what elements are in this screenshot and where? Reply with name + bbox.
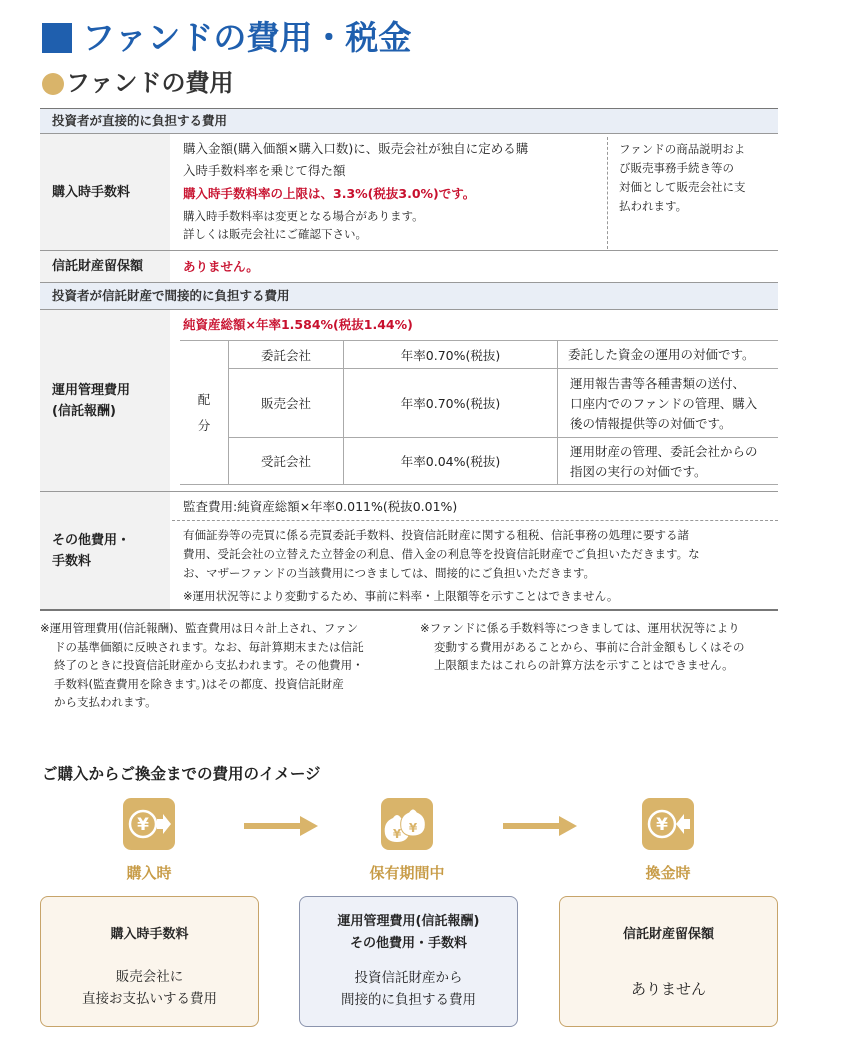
management-fee-label-2: (信託報酬) [52, 403, 116, 419]
footnote-left-3: 終了のときに投資信託財産から支払われます。その他費用・ [54, 658, 364, 672]
allocation-rate-1: 年率0.70%(税抜) [343, 340, 558, 369]
other-fees-label-1: その他費用・ [52, 532, 131, 548]
flow-arrow-2-icon [503, 816, 577, 836]
other-fees-note: ※運用状況等により変動するため、事前に料率・上限額等を示すことはできません。 [183, 589, 619, 603]
allocation-desc-2 [557, 368, 778, 438]
allocation-desc-3-line2: 指図の実行の対価です。 [570, 464, 707, 479]
purchase-cost-card [40, 896, 259, 1027]
svg-text:¥: ¥ [408, 821, 418, 835]
title-square-icon [42, 23, 72, 53]
indirect-costs-header: 投資者が信託財産で間接的に負担する費用 [40, 283, 778, 309]
footnote-right-2: 変動する費用があることから、事前に合計金額もしくはその [434, 639, 745, 654]
purchase-fee-note1: 購入時手数料率は変更となる場合があります。 [183, 209, 424, 223]
footnote-right-1: ※ファンドに係る手数料等につきましては、運用状況等により [420, 621, 740, 635]
svg-text:¥: ¥ [656, 815, 668, 835]
purchase-fee-label: 購入時手数料 [40, 134, 170, 250]
other-fees-label-2: 手数料 [52, 553, 92, 569]
retention-label: 信託財産留保額 [40, 251, 170, 282]
purchase-fee-upper-limit: 購入時手数料率の上限は、3.3%(税抜3.0%)です。 [183, 186, 476, 201]
purchase-fee-side-3: 対価として販売会社に支 [619, 180, 746, 194]
retention-value: ありません。 [183, 259, 259, 274]
holding-card-title-1: 運用管理費用(信託報酬) [337, 914, 480, 929]
dashed-divider [607, 137, 608, 249]
allocation-desc-1: 委託した資金の運用の対価です。 [557, 340, 778, 369]
direct-costs-header: 投資者が直接的に負担する費用 [40, 109, 778, 133]
retention-row [40, 251, 778, 282]
allocation-rate-2: 年率0.70%(税抜) [343, 368, 558, 438]
footnote-right-3: 上限額またはこれらの計算方法を示すことはできません。 [434, 658, 734, 672]
stage-redemption-label: 換金時 [645, 864, 691, 882]
footnote-right [420, 619, 780, 675]
allocation-desc-3-line1: 運用財産の管理、委託会社からの [570, 444, 758, 459]
flow-arrow-1-icon [244, 816, 318, 836]
other-fees-label [40, 492, 170, 609]
allocation-desc-2-line2: 口座内でのファンドの管理、購入 [570, 396, 758, 411]
footnote-left-5: から支払われます。 [54, 695, 157, 709]
management-fee-label [40, 310, 170, 491]
money-bags-icon [381, 798, 433, 850]
allocation-desc-2-line3: 後の情報提供等の対価です。 [570, 416, 732, 431]
allocation-label-1: 配 [197, 391, 211, 407]
svg-text:¥: ¥ [137, 815, 149, 835]
allocation-rate-3: 年率0.04%(税抜) [343, 437, 558, 485]
holding-card-title-2: その他費用・手数料 [349, 936, 467, 951]
footnote-left-4: 手数料(監査費用を除きます。)はその都度、投資信託財産 [54, 676, 344, 691]
holding-card-text-1: 投資信託財産から [354, 970, 463, 986]
allocation-party-1: 委託会社 [228, 340, 344, 369]
stage-purchase-label: 購入時 [126, 864, 172, 882]
footnote-left-1: ※運用管理費用(信託報酬)、監査費用は日々計上され、ファン [40, 621, 359, 635]
holding-cost-card [299, 896, 518, 1027]
page-title: ファンドの費用・税金 [82, 18, 412, 57]
purchase-fee-side-4: 払われます。 [619, 199, 688, 213]
redemption-card-text: ありません [630, 980, 706, 998]
purchase-fee-text-line1: 購入金額(購入価額×購入口数)に、販売会社が独自に定める購 [183, 141, 529, 156]
holding-card-text-2: 間接的に負担する費用 [341, 992, 476, 1008]
purchase-fee-note2: 詳しくは販売会社にご確認下さい。 [183, 227, 367, 241]
purchase-fee-side-2: び販売事務手続き等の [619, 161, 734, 175]
purchase-card-title: 購入時手数料 [110, 927, 189, 942]
footnote-left [40, 619, 410, 712]
management-fee-rate: 純資産総額×年率1.584%(税抜1.44%) [183, 317, 413, 332]
other-fees-line3: お、マザーファンドの当該費用につきましては、間接的にご負担いただきます。 [183, 566, 596, 580]
other-fees-line1: 有価証券等の売買に係る売買委託手数料、投資信託財産に関する租税、信託事務の処理に要する諸 [183, 528, 689, 542]
allocation-label-2: 分 [197, 417, 211, 433]
yen-arrow-in-icon [123, 798, 175, 850]
dashed-divider [172, 520, 778, 521]
redemption-card-title: 信託財産留保額 [622, 927, 714, 942]
allocation-label [180, 340, 228, 485]
purchase-card-text-1: 販売会社に [115, 969, 184, 985]
svg-text:¥: ¥ [392, 827, 402, 841]
purchase-fee-side-1: ファンドの商品説明およ [619, 142, 746, 156]
allocation-party-2: 販売会社 [228, 368, 344, 438]
bullet-circle-icon [42, 73, 64, 95]
table-bottom-border [40, 609, 778, 611]
footnote-left-2: ドの基準価額に反映されます。なお、毎計算期末または信託 [54, 639, 364, 654]
stage-holding-label: 保有期間中 [369, 864, 445, 882]
audit-fee: 監査費用:純資産総額×年率0.011%(税抜0.01%) [183, 499, 458, 514]
allocation-desc-3 [557, 437, 778, 485]
flow-title: ご購入からご換金までの費用のイメージ [42, 765, 321, 783]
purchase-fee-text-line2: 入時手数料率を乗じて得た額 [183, 163, 346, 178]
purchase-card-text-2: 直接お支払いする費用 [82, 991, 217, 1007]
section-title: ファンドの費用 [66, 69, 234, 97]
allocation-party-3: 受託会社 [228, 437, 344, 485]
yen-arrow-out-icon [642, 798, 694, 850]
management-fee-label-1: 運用管理費用 [52, 382, 131, 398]
allocation-desc-2-line1: 運用報告書等各種書類の送付、 [570, 376, 746, 391]
redemption-cost-card [559, 896, 778, 1027]
other-fees-line2: 費用、受託会社の立替えた立替金の利息、借入金の利息等を投資信託財産でご負担いただきます。な [183, 547, 700, 561]
